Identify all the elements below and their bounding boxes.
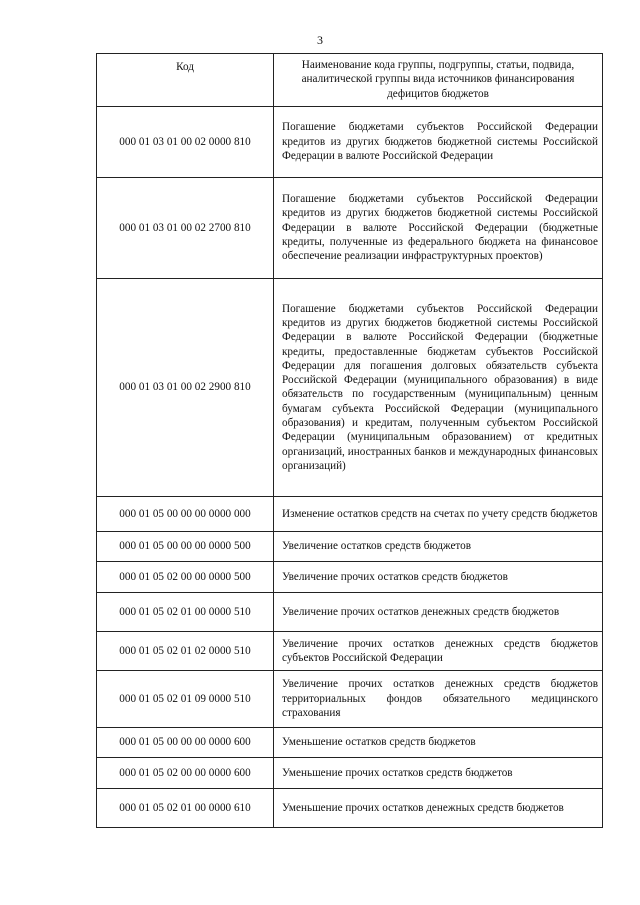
row-code: 000 01 05 02 00 00 0000 500 [97,561,274,592]
table-row [97,592,603,631]
table-row [97,727,603,757]
row-name: Изменение остатков средств на счетах по учету средств бюджетов [274,496,603,531]
row-code: 000 01 03 01 00 02 2700 810 [97,177,274,278]
row-name: Увеличение прочих остатков денежных средств бюджетов [274,592,603,631]
row-code: 000 01 05 02 01 00 0000 510 [97,592,274,631]
row-code: 000 01 05 02 00 00 0000 600 [97,757,274,788]
row-name: Увеличение прочих остатков денежных средств бюджетов субъектов Российской Федерации [274,631,603,670]
header-code: Код [97,54,274,107]
header-name: Наименование кода группы, подгруппы, статьи, подвида, аналитической группы вида источников финансирования дефицитов бюджетов [274,54,603,107]
row-name: Уменьшение прочих остатков средств бюджетов [274,757,603,788]
table-row [97,757,603,788]
table-row [97,788,603,827]
table-row [97,278,603,496]
row-code: 000 01 05 00 00 00 0000 000 [97,496,274,531]
table-row [97,177,603,278]
row-name: Погашение бюджетами субъектов Российской Федерации кредитов из других бюджетов бюджетной системы Российской Федерации в валюте Российской Федерации [274,106,603,177]
table-header-row [97,54,603,107]
table-row [97,496,603,531]
row-name: Уменьшение прочих остатков денежных средств бюджетов [274,788,603,827]
row-code: 000 01 05 02 01 02 0000 510 [97,631,274,670]
row-name: Увеличение прочих остатков денежных средств бюджетов территориальных фондов обязательного медицинского страхования [274,670,603,727]
row-name: Погашение бюджетами субъектов Российской Федерации кредитов из других бюджетов бюджетной системы Российской Федерации в валюте Российской Федерации (бюджетные кредиты, полученные из федерального бюджета на финансовое обеспечение реализации инфраструктурных проектов) [274,177,603,278]
row-code: 000 01 03 01 00 02 2900 810 [97,278,274,496]
table-row [97,631,603,670]
table-row [97,670,603,727]
page-number: 3 [317,33,323,47]
row-name: Уменьшение остатков средств бюджетов [274,727,603,757]
row-code: 000 01 05 02 01 00 0000 610 [97,788,274,827]
table-row [97,561,603,592]
table-row [97,531,603,561]
row-code: 000 01 05 00 00 00 0000 600 [97,727,274,757]
table-row [97,106,603,177]
row-name: Погашение бюджетами субъектов Российской Федерации кредитов из других бюджетов бюджетной системы Российской Федерации в валюте Российской Федерации (бюджетные кредиты, предоставленные бюджетам субъектов Российской Федерации для погашения долговых обязательств субъекта Российской Федерации (муниципального образования) в виде обязательств по государственным (муниципальным) ценным бумагам субъекта Российской Федерации (муниципального образования) и кредитам, полученным субъектом Российской Федерации (муниципальным образованием) от кредитных организаций, иностранных банков и международных финансовых организаций) [274,278,603,496]
budget-sources-table [96,53,603,828]
row-name: Увеличение остатков средств бюджетов [274,531,603,561]
row-code: 000 01 05 00 00 00 0000 500 [97,531,274,561]
row-name: Увеличение прочих остатков средств бюджетов [274,561,603,592]
row-code: 000 01 05 02 01 09 0000 510 [97,670,274,727]
row-code: 000 01 03 01 00 02 0000 810 [97,106,274,177]
